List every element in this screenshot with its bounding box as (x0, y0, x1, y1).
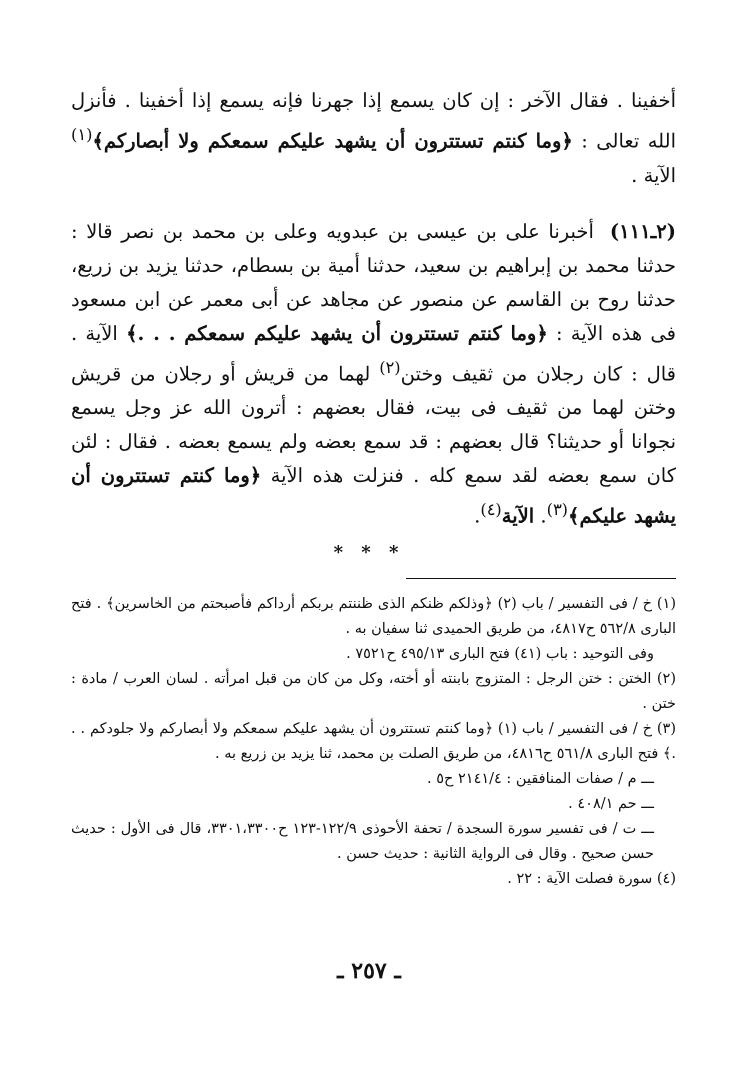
hadith-number: (٢ـ١١١) (609, 219, 676, 243)
footnote-4: (٤) سورة فصلت الآية : ٢٢ . (507, 871, 676, 887)
p2-end: . (474, 504, 481, 528)
quran-quote-3: ﴿وما كنتم تستترون أن يشهد عليكم﴾ (71, 464, 676, 528)
p2-text-c: لهما من قريش أو رجلان من قريش وختن لهما من ثقيف فى بيت، فقال بعضهم : أترون الله عز وجل يسمع نجوانا أو حديثنا؟ قال بعضهم : قد سمع بعضه ولم يسمع بعضه . فقال : لئن كان سمع بعضه لقد سمع كله . فنزلت هذه الآية (71, 362, 676, 487)
p2-aya-word: الآية (501, 504, 535, 528)
p1-tail: الآية . (631, 163, 676, 187)
p2-isnad: أخبرنا على بن عيسى بن عبدويه وعلى بن محمد بن نصر قالا : حدثنا محمد بن إبراهيم بن سعيد، حدثنا أمية بن بسطام، حدثنا يزيد بن زريع، حدثنا روح بن القاسم عن منصور عن مجاهد عن أبى معمر عن ابن مسعود فى هذه الآية : (71, 219, 676, 345)
footnote-1: (١) خ / فى التفسير / باب (٢) ﴿وذلكم ظنكم الذى ظننتم بربكم أرداكم فأصبحتم من الخاسرين﴾ . فتح البارى ٥٦٢/٨ ح٤٨١٧، من طريق الحميدى ثنا سفيان به . (71, 596, 676, 637)
footnote-ref-4: (٤) (480, 500, 502, 519)
footnote-rule (406, 578, 676, 579)
page-number: ـ ٢٥٧ ـ (337, 958, 401, 984)
footnote-1-cont: وفى التوحيد : باب (٤١) فتح البارى ٤٩٥/١٣ ح٧٥٢١ . (346, 646, 654, 662)
p1-intro: فأنزل الله تعالى : (71, 89, 676, 153)
footnote-ref-3: (٣) (546, 500, 569, 519)
paragraph-2 (71, 215, 676, 534)
footnote-2: (٢) الختن : ختن الرجل : المتزوج بابنته أو أخته، وكل من كان من قبل امرأته . لسان العرب / مادة : ختن . (71, 671, 676, 712)
footnote-3-ahmad: ـــ حم ٤٠٨/١ . (568, 796, 654, 812)
quran-quote-2: ﴿وما كنتم تستترون أن يشهد عليكم سمعكم . . .﴾ (126, 321, 548, 345)
footnote-3-muslim: ـــ م / صفات المنافقين : ٢١٤١/٤ ح٥ . (427, 771, 654, 787)
quran-quote-1: ﴿وما كنتم تستترون أن يشهد عليكم سمعكم ولا أبصاركم﴾ (92, 129, 573, 153)
footnote-3: (٣) خ / فى التفسير / باب (١) ﴿وما كنتم تستترون أن يشهد عليكم سمعكم ولا أبصاركم ولا جلودكم . . .﴾ فتح البارى ٥٦١/٨ ح٤٨١٦، من طريق الصلت بن محمد، ثنا يزيد بن زريع به . (71, 721, 676, 762)
footnotes (71, 592, 676, 892)
footnote-3-tirmidhi: ـــ ت / فى تفسير سورة السجدة / تحفة الأحوذى ١٢٢/٩-١٢٣ ح٣٣٠١،٣٣٠٠، قال فى الأول : حديث حسن صحيح . وقال فى الرواية الثانية : حديث حسن . (71, 821, 654, 862)
footnote-ref-1: (١) (71, 125, 93, 144)
p2-text-b: الآية . قال : كان رجلان من ثقيف وختن (71, 321, 676, 385)
section-separator: * * * (333, 542, 405, 563)
p1-line1: أخفينا . فقال الآخر : إن كان يسمع إذا جهرنا فإنه يسمع إذا أخفينا . (124, 89, 676, 112)
footnote-ref-2: (٢) (379, 357, 401, 377)
main-text (71, 84, 676, 534)
p2-text-d: . (534, 504, 547, 528)
paragraph-1 (71, 84, 676, 193)
